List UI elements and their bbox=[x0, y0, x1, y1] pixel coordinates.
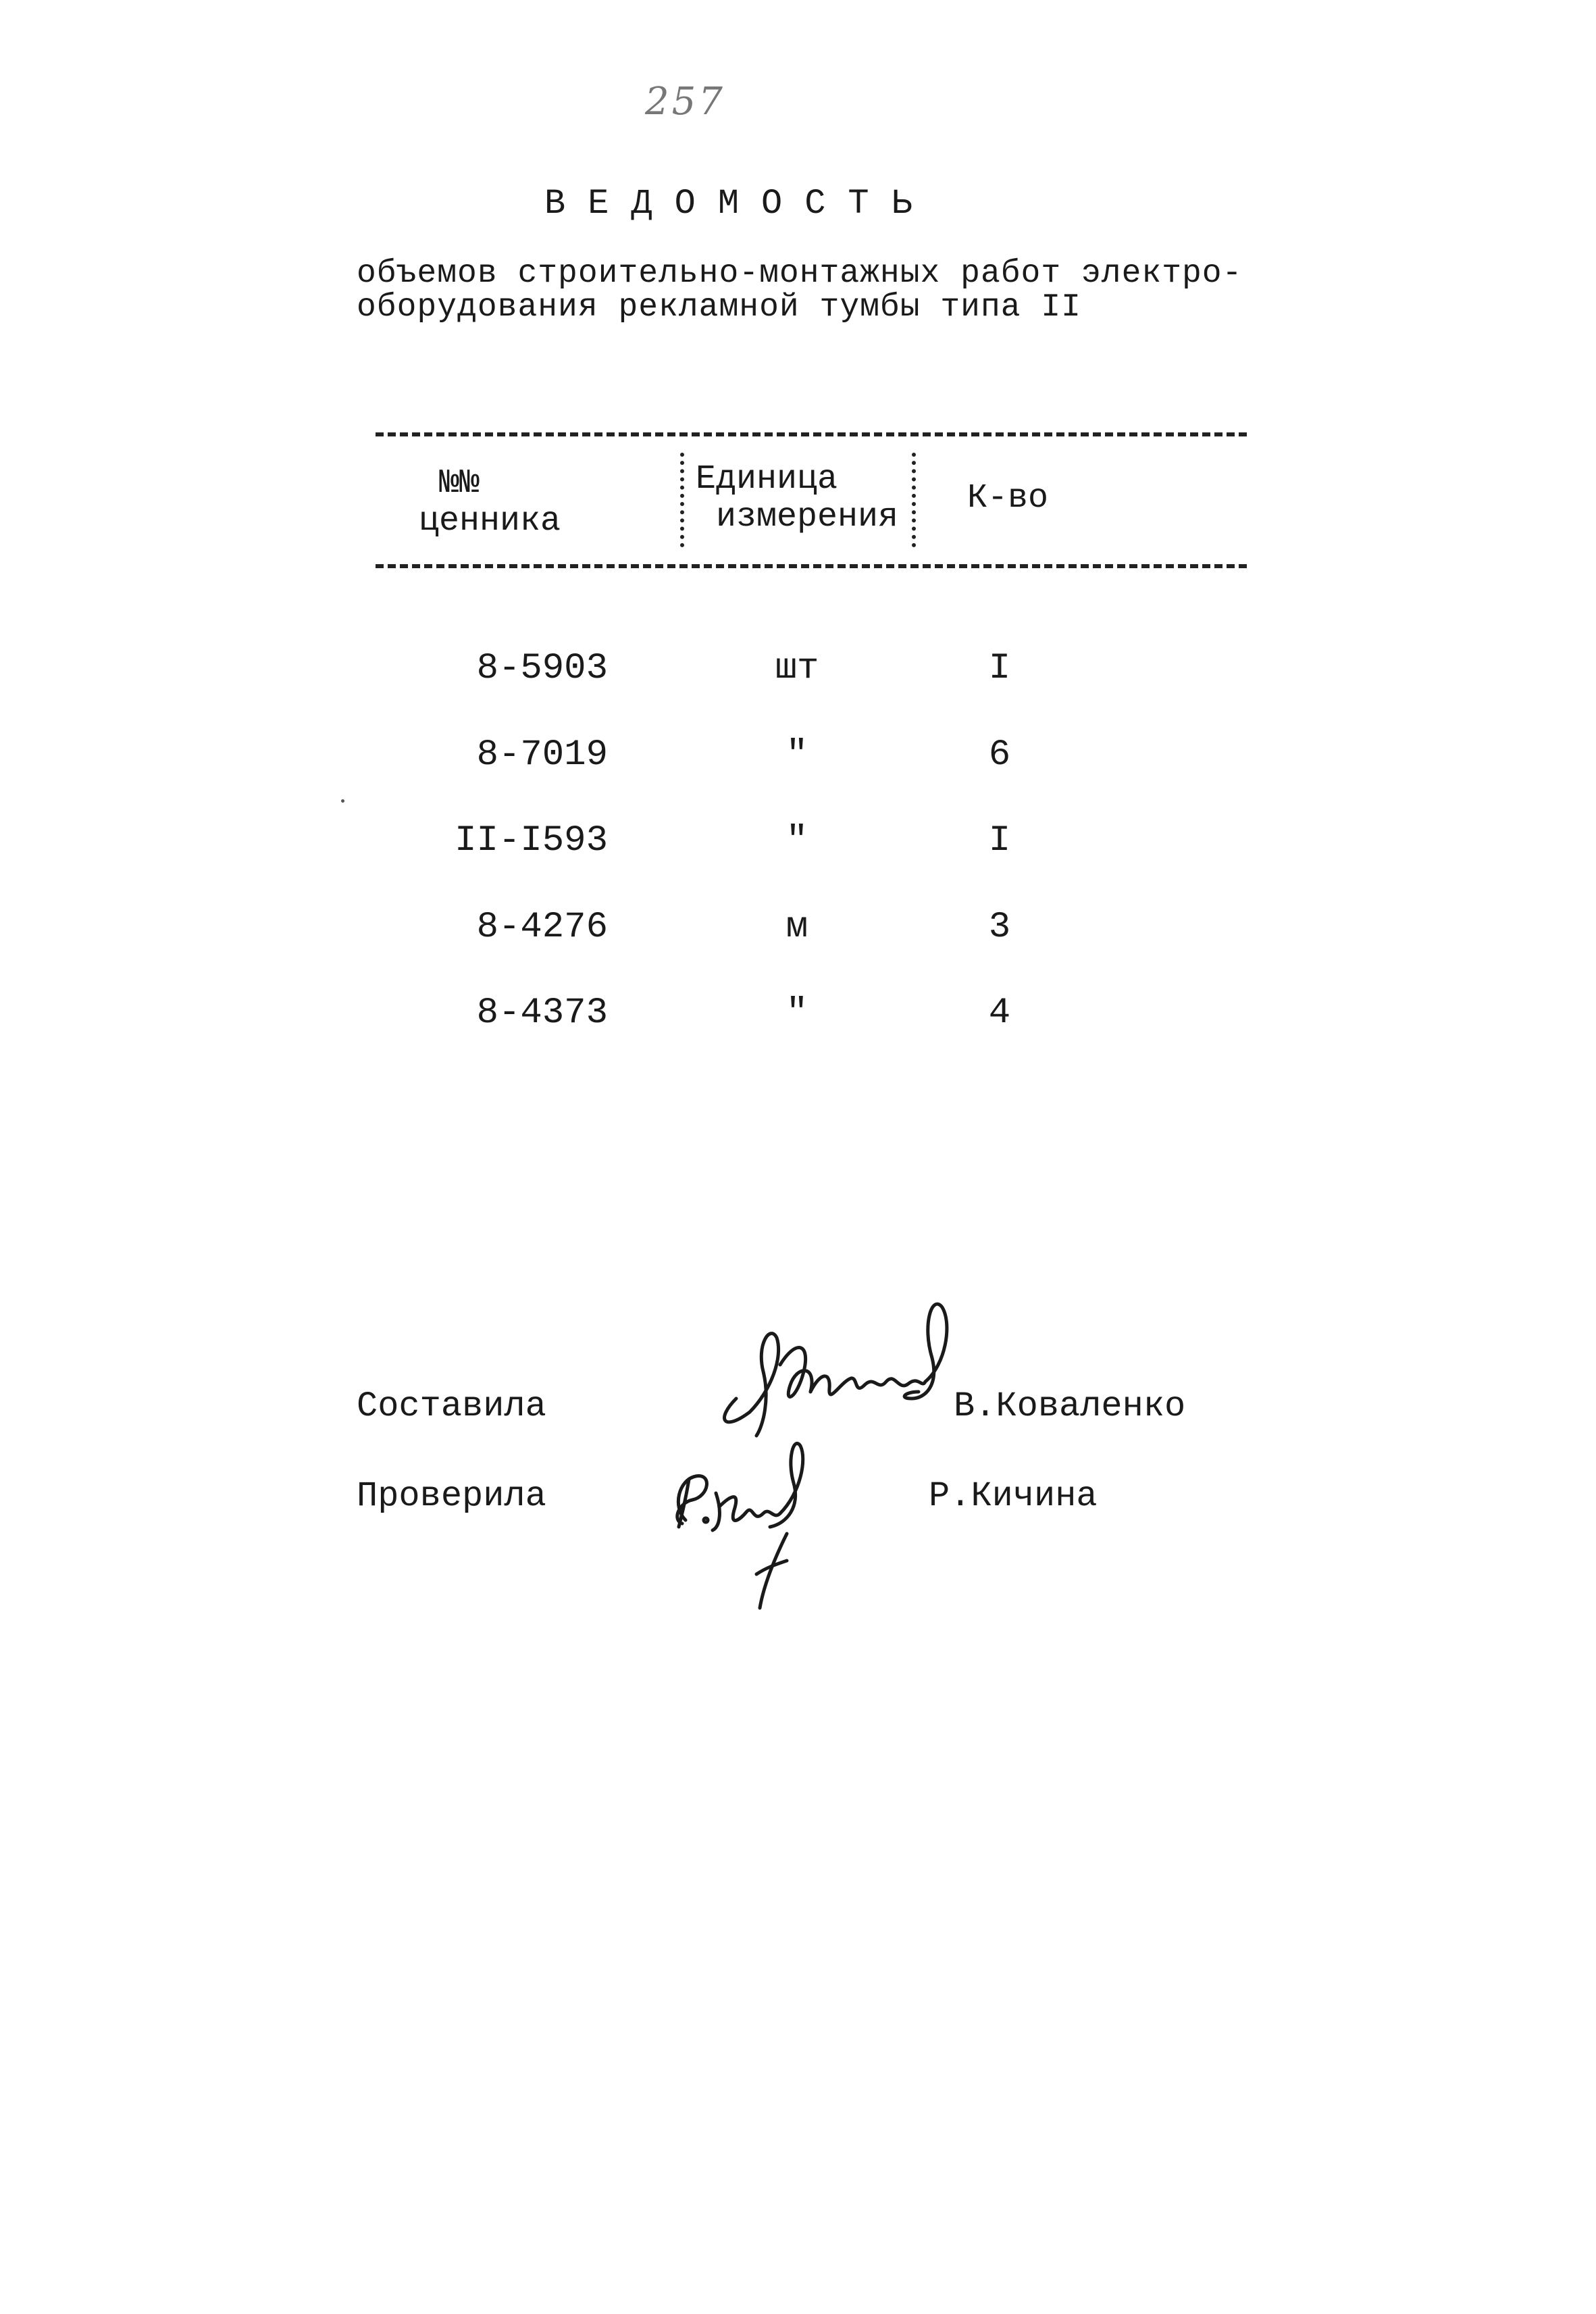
checked-by-name: Р.Кичина bbox=[929, 1476, 1098, 1516]
column-separator bbox=[680, 453, 684, 547]
compiled-by-label: Составила bbox=[357, 1386, 546, 1426]
header-unit bbox=[696, 461, 898, 536]
compiled-by-name: В.Коваленко bbox=[954, 1386, 1186, 1426]
table-header-bottom-rule bbox=[376, 564, 1247, 568]
subtitle-line-2: оборудования рекламной тумбы типа II bbox=[357, 289, 1081, 326]
header-number-line-2: ценника bbox=[419, 502, 561, 540]
row-qty: I bbox=[988, 820, 1011, 861]
row-code: II-I593 bbox=[455, 820, 608, 861]
header-price-number bbox=[419, 465, 561, 540]
handwritten-signature-kichina bbox=[659, 1432, 861, 1621]
row-qty: I bbox=[988, 648, 1011, 689]
row-qty: 6 bbox=[988, 734, 1011, 776]
row-code: 8-7019 bbox=[476, 734, 608, 776]
row-unit: " bbox=[786, 992, 808, 1034]
page-number: 257 bbox=[645, 80, 725, 124]
document-title: ВЕДОМОСТЬ bbox=[544, 184, 935, 224]
row-code: 8-4373 bbox=[476, 992, 608, 1034]
header-number-line-1: №№ bbox=[439, 464, 480, 503]
document-subtitle bbox=[357, 257, 1242, 324]
column-separator bbox=[912, 453, 916, 547]
subtitle-line-1: объемов строительно-монтажных работ электро- bbox=[357, 255, 1243, 292]
handwritten-signature-kovalenko bbox=[709, 1297, 966, 1453]
row-code: 8-4276 bbox=[476, 907, 608, 948]
checked-by-label: Проверила bbox=[357, 1476, 546, 1516]
row-unit: " bbox=[786, 820, 808, 861]
stray-mark bbox=[341, 799, 344, 803]
header-unit-line-2: измерения bbox=[716, 498, 899, 536]
row-qty: 4 bbox=[988, 992, 1011, 1034]
header-quantity: К-во bbox=[967, 479, 1049, 518]
row-qty: 3 bbox=[988, 907, 1011, 948]
row-code: 8-5903 bbox=[476, 648, 608, 689]
row-unit: м bbox=[786, 907, 808, 948]
row-unit: " bbox=[786, 734, 808, 776]
row-unit: шт bbox=[775, 648, 819, 689]
header-unit-line-1: Единица bbox=[696, 460, 838, 499]
table-top-rule bbox=[376, 432, 1247, 436]
